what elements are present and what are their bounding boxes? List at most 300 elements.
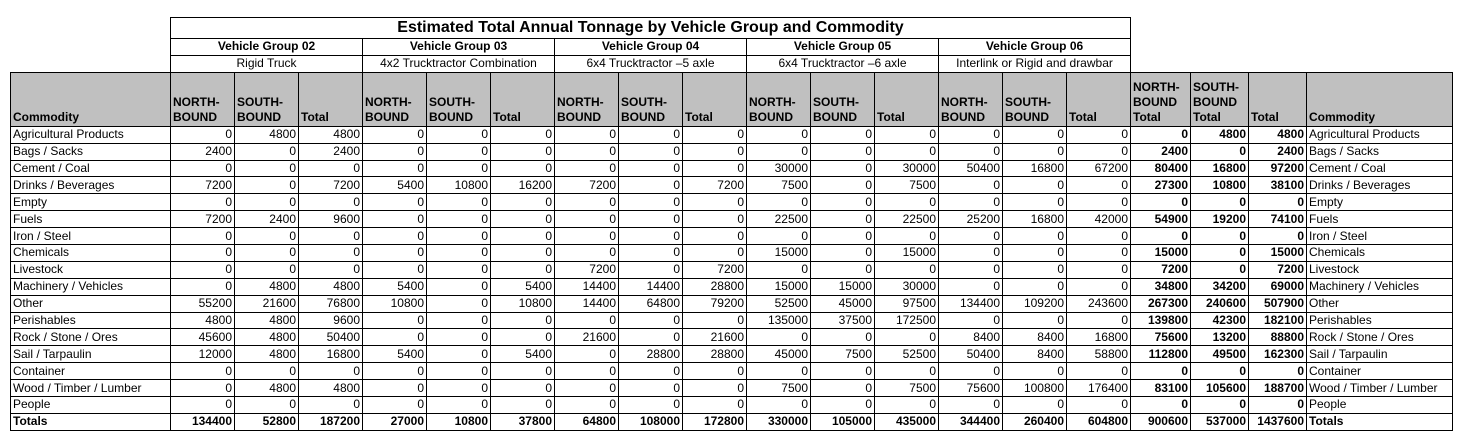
value-cell: 21600 (683, 329, 747, 346)
southbound-total-cell: 0 (1191, 245, 1249, 262)
value-cell: 0 (427, 194, 491, 211)
value-cell: 0 (619, 380, 683, 397)
table-row (11, 194, 1453, 211)
grand-total-cell: 0 (1249, 397, 1307, 414)
commodity-label-right: Livestock (1307, 261, 1453, 278)
value-cell: 344400 (939, 413, 1003, 430)
value-cell: 7500 (747, 177, 811, 194)
value-cell: 0 (363, 312, 427, 329)
southbound-total-cell: 0 (1191, 363, 1249, 380)
commodity-label: Empty (11, 194, 171, 211)
northbound-total-cell: 54900 (1131, 211, 1191, 228)
value-cell: 4800 (171, 312, 235, 329)
value-cell: 0 (683, 312, 747, 329)
value-cell: 0 (235, 177, 299, 194)
value-cell: 16800 (1067, 329, 1131, 346)
value-cell: 25200 (939, 211, 1003, 228)
value-cell: 0 (555, 312, 619, 329)
value-cell: 0 (363, 194, 427, 211)
tonnage-spreadsheet (10, 17, 1453, 431)
value-cell: 14400 (555, 278, 619, 295)
value-cell: 0 (1067, 261, 1131, 278)
value-cell: 28800 (619, 346, 683, 363)
commodity-label: Perishables (11, 312, 171, 329)
southbound-total-cell: 16800 (1191, 160, 1249, 177)
value-cell: 0 (491, 261, 555, 278)
value-cell: 64800 (619, 295, 683, 312)
northbound-total-cell: 75600 (1131, 329, 1191, 346)
value-cell: 28800 (683, 346, 747, 363)
value-cell: 0 (619, 329, 683, 346)
value-cell: 7500 (747, 380, 811, 397)
value-cell: 0 (363, 211, 427, 228)
value-cell: 0 (363, 228, 427, 245)
value-cell: 5400 (491, 278, 555, 295)
value-cell: 105000 (811, 413, 875, 430)
value-cell: 64800 (555, 413, 619, 430)
value-cell: 0 (235, 143, 299, 160)
value-cell: 0 (683, 397, 747, 414)
commodity-label-right: Fuels (1307, 211, 1453, 228)
value-cell: 134400 (939, 295, 1003, 312)
value-cell: 0 (747, 363, 811, 380)
commodity-label: People (11, 397, 171, 414)
commodity-label-right: Totals (1307, 413, 1453, 430)
southbound-total-cell: 19200 (1191, 211, 1249, 228)
commodity-label-right: Drinks / Beverages (1307, 177, 1453, 194)
commodity-label-right: Iron / Steel (1307, 228, 1453, 245)
value-cell: 21600 (235, 295, 299, 312)
value-cell: 0 (363, 380, 427, 397)
value-cell: 22500 (747, 211, 811, 228)
value-cell: 0 (427, 126, 491, 143)
value-cell: 0 (1067, 228, 1131, 245)
group-subheader: 6x4 Trucktractor –6 axle (747, 55, 939, 72)
value-cell: 0 (491, 380, 555, 397)
value-cell: 0 (1003, 194, 1067, 211)
value-cell: 52500 (747, 295, 811, 312)
grand-total-cell: 0 (1249, 194, 1307, 211)
value-cell: 0 (875, 329, 939, 346)
value-cell: 0 (1003, 245, 1067, 262)
value-cell: 0 (1067, 278, 1131, 295)
value-cell: 172500 (875, 312, 939, 329)
value-cell: 7500 (875, 380, 939, 397)
value-cell: 45000 (747, 346, 811, 363)
southbound-total-cell: 537000 (1191, 413, 1249, 430)
value-cell: 0 (939, 177, 1003, 194)
value-cell: 0 (683, 143, 747, 160)
group-subheader: Rigid Truck (171, 55, 363, 72)
value-cell: 5400 (363, 177, 427, 194)
value-cell: 0 (747, 329, 811, 346)
northbound-total-cell: 900600 (1131, 413, 1191, 430)
commodity-label-right: Empty (1307, 194, 1453, 211)
value-cell: 0 (1003, 312, 1067, 329)
value-cell: 0 (1003, 278, 1067, 295)
value-cell: 12000 (171, 346, 235, 363)
value-cell: 0 (171, 380, 235, 397)
value-cell: 0 (427, 228, 491, 245)
table-row (11, 363, 1453, 380)
value-cell: 0 (299, 363, 363, 380)
northbound-total-cell: 0 (1131, 397, 1191, 414)
table-row (11, 177, 1453, 194)
value-cell: 2400 (171, 143, 235, 160)
value-cell: 8400 (1003, 329, 1067, 346)
value-cell: 16800 (1003, 211, 1067, 228)
value-cell: 0 (875, 194, 939, 211)
value-cell: 0 (491, 363, 555, 380)
southbound-total-cell: 0 (1191, 143, 1249, 160)
value-cell: 16800 (1003, 160, 1067, 177)
value-cell: 52800 (235, 413, 299, 430)
group-subheader: 6x4 Trucktractor –5 axle (555, 55, 747, 72)
value-cell: 435000 (875, 413, 939, 430)
value-cell: 0 (1003, 143, 1067, 160)
southbound-total-header: SOUTH-BOUND Total (1191, 72, 1249, 126)
value-cell: 0 (427, 312, 491, 329)
value-cell: 0 (811, 329, 875, 346)
title-row (11, 18, 1453, 39)
value-cell: 7200 (555, 261, 619, 278)
value-cell: 0 (939, 194, 1003, 211)
value-cell: 0 (491, 329, 555, 346)
group-subheader: Interlink or Rigid and drawbar (939, 55, 1131, 72)
value-cell: 187200 (299, 413, 363, 430)
southbound-total-cell: 13200 (1191, 329, 1249, 346)
commodity-label-right: Other (1307, 295, 1453, 312)
value-cell: 55200 (171, 295, 235, 312)
grand-total-cell: 1437600 (1249, 413, 1307, 430)
value-cell: 15000 (747, 245, 811, 262)
southbound-total-cell: 240600 (1191, 295, 1249, 312)
value-cell: 0 (1067, 397, 1131, 414)
value-cell: 42000 (1067, 211, 1131, 228)
northbound-total-cell: 7200 (1131, 261, 1191, 278)
value-cell: 0 (555, 211, 619, 228)
value-cell: 0 (619, 228, 683, 245)
value-cell: 0 (811, 245, 875, 262)
value-cell: 4800 (235, 278, 299, 295)
value-cell: 0 (811, 160, 875, 177)
value-cell: 0 (619, 194, 683, 211)
southbound-total-cell: 10800 (1191, 177, 1249, 194)
value-cell: 0 (1067, 363, 1131, 380)
value-cell: 0 (235, 261, 299, 278)
value-cell: 0 (427, 329, 491, 346)
value-cell: 0 (235, 160, 299, 177)
northbound-total-cell: 112800 (1131, 346, 1191, 363)
commodity-label: Fuels (11, 211, 171, 228)
totals-row (11, 413, 1453, 430)
value-cell: 50400 (939, 346, 1003, 363)
southbound-total-cell: 42300 (1191, 312, 1249, 329)
value-cell: 58800 (1067, 346, 1131, 363)
group-name-row (11, 39, 1453, 56)
value-cell: 0 (619, 245, 683, 262)
value-cell: 0 (427, 380, 491, 397)
value-cell: 52500 (875, 346, 939, 363)
value-cell: 0 (1067, 245, 1131, 262)
table-row (11, 295, 1453, 312)
value-cell: 0 (811, 126, 875, 143)
value-cell: 0 (427, 278, 491, 295)
value-cell: 7500 (811, 346, 875, 363)
value-cell: 0 (683, 363, 747, 380)
grand-total-cell: 0 (1249, 363, 1307, 380)
value-cell: 0 (363, 261, 427, 278)
value-cell: 0 (1003, 126, 1067, 143)
value-cell: 14400 (619, 278, 683, 295)
value-cell: 0 (171, 261, 235, 278)
value-cell: 5400 (491, 346, 555, 363)
value-cell: 0 (555, 228, 619, 245)
commodity-label: Machinery / Vehicles (11, 278, 171, 295)
value-cell: 0 (619, 312, 683, 329)
northbound-total-cell: 139800 (1131, 312, 1191, 329)
value-cell: 5400 (363, 278, 427, 295)
value-cell: 0 (939, 312, 1003, 329)
value-cell: 0 (491, 160, 555, 177)
value-cell: 135000 (747, 312, 811, 329)
value-cell: 0 (875, 126, 939, 143)
value-cell: 14400 (555, 295, 619, 312)
table-row (11, 397, 1453, 414)
group-header: Vehicle Group 04 (555, 39, 747, 56)
value-cell: 15000 (875, 245, 939, 262)
value-cell: 0 (875, 397, 939, 414)
grand-total-cell: 88800 (1249, 329, 1307, 346)
value-cell: 0 (683, 245, 747, 262)
value-cell: 27000 (363, 413, 427, 430)
value-cell: 0 (1067, 194, 1131, 211)
value-cell: 4800 (235, 380, 299, 397)
value-cell: 50400 (939, 160, 1003, 177)
value-cell: 97500 (875, 295, 939, 312)
value-cell: 0 (939, 278, 1003, 295)
value-cell: 0 (555, 160, 619, 177)
value-cell: 0 (875, 261, 939, 278)
value-cell: 260400 (1003, 413, 1067, 430)
value-cell: 100800 (1003, 380, 1067, 397)
value-cell: 0 (619, 397, 683, 414)
value-cell: 0 (427, 295, 491, 312)
commodity-label: Bags / Sacks (11, 143, 171, 160)
group-header: Vehicle Group 06 (939, 39, 1131, 56)
value-cell: 0 (1003, 228, 1067, 245)
table-body (11, 126, 1453, 430)
value-cell: 0 (491, 228, 555, 245)
value-cell: 0 (171, 397, 235, 414)
value-cell: 0 (1067, 312, 1131, 329)
value-cell: 0 (1003, 363, 1067, 380)
commodity-label-right: Wood / Timber / Lumber (1307, 380, 1453, 397)
value-cell: 0 (555, 380, 619, 397)
table-row (11, 346, 1453, 363)
grand-total-cell: 2400 (1249, 143, 1307, 160)
value-cell: 0 (811, 228, 875, 245)
table-row (11, 329, 1453, 346)
value-cell: 7200 (171, 177, 235, 194)
value-cell: 0 (299, 397, 363, 414)
group-header: Vehicle Group 03 (363, 39, 555, 56)
value-cell: 0 (811, 363, 875, 380)
value-cell: 0 (939, 143, 1003, 160)
value-cell: 0 (491, 397, 555, 414)
grand-total-cell: 182100 (1249, 312, 1307, 329)
value-cell: 0 (619, 261, 683, 278)
value-cell: 15000 (747, 278, 811, 295)
value-cell: 75600 (939, 380, 1003, 397)
commodity-label: Totals (11, 413, 171, 430)
value-cell: 10800 (363, 295, 427, 312)
northbound-total-cell: 0 (1131, 194, 1191, 211)
value-cell: 7200 (683, 177, 747, 194)
value-cell: 0 (299, 261, 363, 278)
value-cell: 30000 (747, 160, 811, 177)
group-total-header: Total (1067, 72, 1131, 126)
value-cell: 0 (1067, 143, 1131, 160)
value-cell: 0 (171, 228, 235, 245)
value-cell: 0 (939, 126, 1003, 143)
value-cell: 0 (619, 160, 683, 177)
value-cell: 21600 (555, 329, 619, 346)
value-cell: 172800 (683, 413, 747, 430)
value-cell: 0 (811, 380, 875, 397)
value-cell: 0 (1003, 177, 1067, 194)
value-cell: 4800 (235, 346, 299, 363)
value-cell: 0 (747, 194, 811, 211)
table-row (11, 380, 1453, 397)
value-cell: 0 (363, 143, 427, 160)
group-total-header: Total (491, 72, 555, 126)
value-cell: 0 (683, 194, 747, 211)
value-cell: 0 (1067, 177, 1131, 194)
value-cell: 108000 (619, 413, 683, 430)
grand-total-cell: 38100 (1249, 177, 1307, 194)
value-cell: 0 (683, 228, 747, 245)
value-cell: 7200 (555, 177, 619, 194)
northbound-header: NORTH-BOUND (171, 72, 235, 126)
value-cell: 0 (747, 261, 811, 278)
value-cell: 330000 (747, 413, 811, 430)
southbound-header: SOUTH-BOUND (619, 72, 683, 126)
northbound-total-cell: 80400 (1131, 160, 1191, 177)
value-cell: 0 (491, 126, 555, 143)
value-cell: 0 (683, 211, 747, 228)
commodity-header-right: Commodity (1307, 72, 1453, 126)
value-cell: 28800 (683, 278, 747, 295)
grand-total-cell: 507900 (1249, 295, 1307, 312)
value-cell: 0 (555, 194, 619, 211)
table-row (11, 312, 1453, 329)
value-cell: 0 (619, 177, 683, 194)
value-cell: 7200 (171, 211, 235, 228)
commodity-label: Drinks / Beverages (11, 177, 171, 194)
grand-total-cell: 162300 (1249, 346, 1307, 363)
value-cell: 79200 (683, 295, 747, 312)
value-cell: 0 (427, 143, 491, 160)
value-cell: 8400 (1003, 346, 1067, 363)
commodity-label-right: Agricultural Products (1307, 126, 1453, 143)
commodity-label-right: Sail / Tarpaulin (1307, 346, 1453, 363)
value-cell: 0 (811, 261, 875, 278)
value-cell: 0 (1067, 126, 1131, 143)
northbound-header: NORTH-BOUND (555, 72, 619, 126)
value-cell: 0 (171, 245, 235, 262)
northbound-total-cell: 15000 (1131, 245, 1191, 262)
value-cell: 0 (747, 126, 811, 143)
value-cell: 9600 (299, 211, 363, 228)
value-cell: 0 (747, 228, 811, 245)
value-cell: 0 (811, 211, 875, 228)
group-subheader: 4x2 Trucktractor Combination (363, 55, 555, 72)
grand-total-cell: 4800 (1249, 126, 1307, 143)
value-cell: 4800 (235, 126, 299, 143)
southbound-total-cell: 105600 (1191, 380, 1249, 397)
southbound-header: SOUTH-BOUND (235, 72, 299, 126)
value-cell: 176400 (1067, 380, 1131, 397)
table-row (11, 126, 1453, 143)
value-cell: 0 (171, 278, 235, 295)
value-cell: 15000 (811, 278, 875, 295)
grand-total-cell: 0 (1249, 228, 1307, 245)
northbound-header: NORTH-BOUND (747, 72, 811, 126)
value-cell: 0 (491, 194, 555, 211)
value-cell: 10800 (427, 177, 491, 194)
value-cell: 0 (875, 228, 939, 245)
value-cell: 0 (299, 228, 363, 245)
value-cell: 0 (939, 363, 1003, 380)
commodity-label: Wood / Timber / Lumber (11, 380, 171, 397)
southbound-total-cell: 34200 (1191, 278, 1249, 295)
grand-total-cell: 74100 (1249, 211, 1307, 228)
northbound-total-cell: 83100 (1131, 380, 1191, 397)
group-total-header: Total (875, 72, 939, 126)
commodity-label: Cement / Coal (11, 160, 171, 177)
northbound-total-cell: 2400 (1131, 143, 1191, 160)
grand-total-cell: 15000 (1249, 245, 1307, 262)
value-cell: 4800 (235, 312, 299, 329)
value-cell: 0 (235, 194, 299, 211)
table-row (11, 228, 1453, 245)
value-cell: 0 (811, 194, 875, 211)
value-cell: 0 (427, 346, 491, 363)
grand-total-cell: 7200 (1249, 261, 1307, 278)
northbound-total-cell: 267300 (1131, 295, 1191, 312)
value-cell: 4800 (299, 380, 363, 397)
value-cell: 604800 (1067, 413, 1131, 430)
value-cell: 0 (811, 397, 875, 414)
value-cell: 0 (555, 363, 619, 380)
northbound-total-cell: 27300 (1131, 177, 1191, 194)
value-cell: 0 (939, 245, 1003, 262)
value-cell: 0 (1003, 397, 1067, 414)
value-cell: 0 (939, 228, 1003, 245)
table-row (11, 278, 1453, 295)
commodity-label: Other (11, 295, 171, 312)
commodity-label: Container (11, 363, 171, 380)
value-cell: 0 (299, 160, 363, 177)
table-title: Estimated Total Annual Tonnage by Vehicle Group and Commodity (171, 18, 1131, 39)
value-cell: 0 (299, 194, 363, 211)
southbound-header: SOUTH-BOUND (427, 72, 491, 126)
value-cell: 45000 (811, 295, 875, 312)
value-cell: 0 (235, 363, 299, 380)
commodity-label: Agricultural Products (11, 126, 171, 143)
value-cell: 0 (299, 245, 363, 262)
